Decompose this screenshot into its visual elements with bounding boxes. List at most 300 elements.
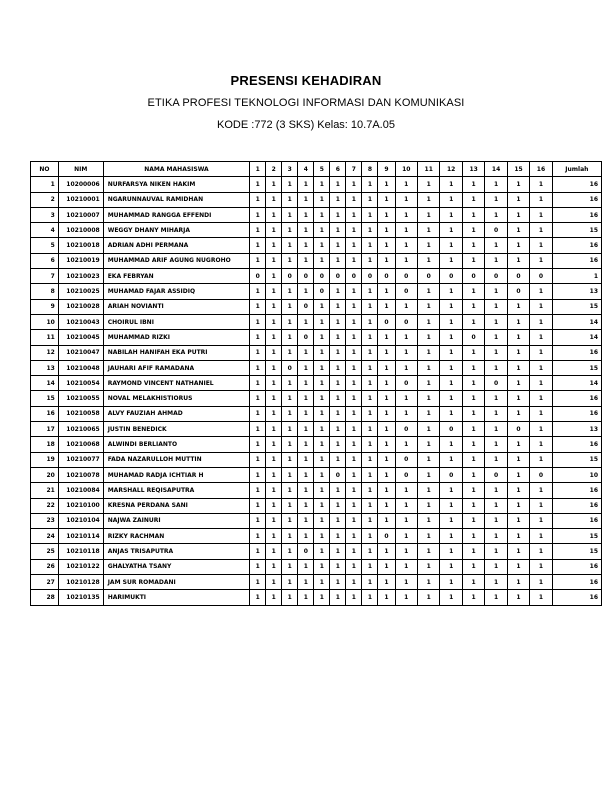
student-name: NURFARSYA NIKEN HAKIM	[103, 177, 249, 192]
attendance-cell: 1	[314, 299, 330, 314]
attendance-cell: 1	[250, 192, 266, 207]
table-row	[31, 223, 602, 238]
attendance-cell: 1	[462, 467, 484, 482]
attendance-cell: 1	[362, 360, 378, 375]
attendance-cell: 1	[330, 575, 346, 590]
attendance-cell: 1	[266, 544, 282, 559]
row-number: 13	[31, 360, 59, 375]
attendance-cell: 1	[314, 177, 330, 192]
student-nim: 10210055	[58, 391, 103, 406]
attendance-cell: 1	[395, 575, 417, 590]
attendance-total: 14	[552, 330, 601, 345]
student-name: RAYMOND VINCENT NATHANIEL	[103, 376, 249, 391]
attendance-cell: 1	[298, 483, 314, 498]
row-number: 1	[31, 177, 59, 192]
attendance-total: 16	[552, 177, 601, 192]
attendance-cell: 1	[330, 314, 346, 329]
attendance-cell: 1	[346, 253, 362, 268]
attendance-cell: 1	[346, 559, 362, 574]
student-name: JUSTIN BENEDICK	[103, 422, 249, 437]
attendance-cell: 1	[417, 238, 439, 253]
attendance-cell: 1	[266, 559, 282, 574]
attendance-cell: 1	[266, 406, 282, 421]
attendance-cell: 1	[507, 575, 529, 590]
table-row	[31, 391, 602, 406]
attendance-cell: 1	[346, 422, 362, 437]
attendance-cell: 1	[250, 513, 266, 528]
attendance-cell: 0	[314, 269, 330, 284]
attendance-cell: 1	[530, 498, 552, 513]
row-number: 27	[31, 575, 59, 590]
attendance-cell: 1	[378, 575, 395, 590]
attendance-cell: 1	[250, 483, 266, 498]
attendance-cell: 1	[395, 544, 417, 559]
attendance-cell: 1	[298, 360, 314, 375]
attendance-cell: 1	[362, 575, 378, 590]
attendance-cell: 1	[346, 406, 362, 421]
col-header-meeting-8: 8	[362, 162, 378, 177]
attendance-cell: 1	[440, 575, 462, 590]
attendance-cell: 1	[330, 406, 346, 421]
attendance-cell: 1	[417, 575, 439, 590]
attendance-cell: 1	[395, 513, 417, 528]
student-nim: 10210114	[58, 529, 103, 544]
row-number: 18	[31, 437, 59, 452]
attendance-cell: 0	[440, 467, 462, 482]
attendance-cell: 1	[440, 406, 462, 421]
attendance-cell: 1	[314, 544, 330, 559]
student-name: MUHAMMAD RIZKI	[103, 330, 249, 345]
table-row	[31, 575, 602, 590]
col-header-meeting-7: 7	[346, 162, 362, 177]
attendance-cell: 1	[440, 498, 462, 513]
attendance-cell: 1	[507, 299, 529, 314]
student-nim: 10210025	[58, 284, 103, 299]
table-row	[31, 253, 602, 268]
attendance-cell: 1	[507, 437, 529, 452]
attendance-cell: 1	[298, 253, 314, 268]
col-header-meeting-14: 14	[485, 162, 507, 177]
student-nim: 10210048	[58, 360, 103, 375]
attendance-cell: 1	[346, 345, 362, 360]
attendance-cell: 1	[266, 452, 282, 467]
attendance-cell: 1	[250, 299, 266, 314]
attendance-cell: 1	[282, 376, 298, 391]
student-name: NABILAH HANIFAH EKA PUTRI	[103, 345, 249, 360]
attendance-cell: 1	[250, 559, 266, 574]
attendance-cell: 0	[462, 330, 484, 345]
attendance-table	[30, 161, 602, 606]
table-row	[31, 437, 602, 452]
attendance-cell: 1	[330, 422, 346, 437]
course-name: ETIKA PROFESI TEKNOLOGI INFORMASI DAN KOMUNIKASI	[147, 97, 465, 109]
student-nim: 10200006	[58, 177, 103, 192]
attendance-cell: 1	[440, 452, 462, 467]
attendance-cell: 1	[250, 207, 266, 222]
attendance-cell: 1	[266, 437, 282, 452]
attendance-cell: 1	[346, 513, 362, 528]
attendance-total: 16	[552, 253, 601, 268]
table-row	[31, 345, 602, 360]
student-name: KRESNA PERDANA SANI	[103, 498, 249, 513]
student-name: NGARUNNAUVAL RAMIDHAN	[103, 192, 249, 207]
attendance-cell: 0	[395, 376, 417, 391]
attendance-cell: 1	[395, 498, 417, 513]
attendance-cell: 1	[530, 223, 552, 238]
attendance-cell: 1	[378, 192, 395, 207]
attendance-cell: 1	[346, 498, 362, 513]
attendance-cell: 1	[507, 207, 529, 222]
row-number: 14	[31, 376, 59, 391]
student-nim: 10210008	[58, 223, 103, 238]
attendance-cell: 1	[266, 467, 282, 482]
attendance-cell: 1	[362, 452, 378, 467]
attendance-cell: 1	[330, 284, 346, 299]
attendance-cell: 1	[530, 345, 552, 360]
student-nim: 10210078	[58, 467, 103, 482]
attendance-cell: 1	[530, 177, 552, 192]
attendance-cell: 1	[440, 345, 462, 360]
attendance-cell: 1	[378, 330, 395, 345]
student-nim: 10210122	[58, 559, 103, 574]
table-row	[31, 559, 602, 574]
student-name: ANJAS TRISAPUTRA	[103, 544, 249, 559]
attendance-cell: 1	[314, 314, 330, 329]
attendance-cell: 1	[314, 376, 330, 391]
attendance-cell: 1	[530, 330, 552, 345]
table-row	[31, 422, 602, 437]
attendance-cell: 1	[440, 238, 462, 253]
attendance-cell: 1	[530, 284, 552, 299]
attendance-cell: 1	[362, 253, 378, 268]
table-row	[31, 284, 602, 299]
row-number: 9	[31, 299, 59, 314]
attendance-cell: 1	[282, 513, 298, 528]
attendance-cell: 1	[282, 437, 298, 452]
attendance-cell: 0	[298, 269, 314, 284]
attendance-cell: 1	[507, 345, 529, 360]
attendance-cell: 1	[298, 177, 314, 192]
student-name: MUHAMMAD ARIF AGUNG NUGROHO	[103, 253, 249, 268]
attendance-cell: 1	[298, 422, 314, 437]
attendance-cell: 1	[250, 223, 266, 238]
attendance-cell: 1	[485, 330, 507, 345]
attendance-cell: 1	[440, 590, 462, 605]
student-name: CHOIRUL IBNI	[103, 314, 249, 329]
attendance-cell: 1	[314, 437, 330, 452]
attendance-total: 10	[552, 467, 601, 482]
attendance-cell: 1	[250, 314, 266, 329]
attendance-cell: 1	[346, 238, 362, 253]
attendance-cell: 1	[507, 253, 529, 268]
table-row	[31, 452, 602, 467]
attendance-cell: 1	[417, 590, 439, 605]
page-title: PRESENSI KEHADIRAN	[230, 73, 382, 88]
attendance-cell: 1	[395, 238, 417, 253]
student-nim: 10210100	[58, 498, 103, 513]
attendance-cell: 1	[314, 559, 330, 574]
attendance-cell: 1	[298, 223, 314, 238]
attendance-cell: 1	[266, 330, 282, 345]
attendance-cell: 1	[417, 177, 439, 192]
attendance-cell: 1	[298, 529, 314, 544]
attendance-cell: 1	[530, 406, 552, 421]
attendance-cell: 1	[395, 391, 417, 406]
table-row	[31, 207, 602, 222]
attendance-cell: 1	[330, 391, 346, 406]
attendance-cell: 1	[507, 483, 529, 498]
attendance-cell: 1	[507, 391, 529, 406]
attendance-cell: 1	[362, 314, 378, 329]
attendance-cell: 1	[440, 391, 462, 406]
attendance-cell: 1	[282, 529, 298, 544]
attendance-cell: 1	[298, 590, 314, 605]
attendance-cell: 1	[395, 330, 417, 345]
attendance-cell: 0	[485, 223, 507, 238]
attendance-cell: 1	[440, 207, 462, 222]
attendance-cell: 1	[462, 498, 484, 513]
attendance-cell: 1	[417, 360, 439, 375]
row-number: 10	[31, 314, 59, 329]
attendance-cell: 1	[462, 360, 484, 375]
attendance-cell: 0	[362, 269, 378, 284]
col-header-name: NAMA MAHASISWA	[103, 162, 249, 177]
attendance-cell: 1	[330, 498, 346, 513]
student-name: FADA NAZARULLOH MUTTIN	[103, 452, 249, 467]
attendance-cell: 1	[378, 207, 395, 222]
attendance-cell: 1	[330, 437, 346, 452]
student-nim: 10210023	[58, 269, 103, 284]
attendance-cell: 1	[417, 437, 439, 452]
col-header-total: Jumlah	[552, 162, 601, 177]
attendance-total: 1	[552, 269, 601, 284]
student-name: NOVAL MELAKHISTIORUS	[103, 391, 249, 406]
attendance-cell: 0	[378, 314, 395, 329]
attendance-cell: 1	[530, 238, 552, 253]
attendance-cell: 1	[530, 314, 552, 329]
attendance-cell: 1	[250, 376, 266, 391]
attendance-cell: 1	[485, 192, 507, 207]
attendance-cell: 1	[314, 223, 330, 238]
student-nim: 10210135	[58, 590, 103, 605]
attendance-cell: 1	[378, 376, 395, 391]
attendance-cell: 1	[507, 177, 529, 192]
table-row	[31, 177, 602, 192]
attendance-cell: 1	[530, 483, 552, 498]
attendance-cell: 1	[330, 345, 346, 360]
student-nim: 10210043	[58, 314, 103, 329]
attendance-cell: 1	[282, 207, 298, 222]
attendance-cell: 1	[417, 422, 439, 437]
attendance-cell: 1	[395, 437, 417, 452]
attendance-total: 16	[552, 483, 601, 498]
row-number: 28	[31, 590, 59, 605]
attendance-cell: 1	[395, 559, 417, 574]
attendance-cell: 1	[282, 575, 298, 590]
attendance-cell: 0	[485, 269, 507, 284]
attendance-cell: 1	[462, 253, 484, 268]
attendance-cell: 1	[417, 406, 439, 421]
attendance-cell: 1	[530, 360, 552, 375]
row-number: 26	[31, 559, 59, 574]
attendance-cell: 1	[395, 590, 417, 605]
attendance-cell: 1	[378, 544, 395, 559]
student-name: WEGGY DHANY MIHARJA	[103, 223, 249, 238]
attendance-cell: 1	[485, 314, 507, 329]
student-nim: 10210128	[58, 575, 103, 590]
attendance-cell: 0	[346, 269, 362, 284]
attendance-cell: 1	[330, 529, 346, 544]
col-header-no: NO	[31, 162, 59, 177]
attendance-cell: 1	[266, 314, 282, 329]
col-header-meeting-9: 9	[378, 162, 395, 177]
attendance-cell: 1	[298, 575, 314, 590]
attendance-cell: 1	[417, 314, 439, 329]
col-header-meeting-4: 4	[298, 162, 314, 177]
attendance-cell: 1	[417, 299, 439, 314]
student-name: EKA FEBRYAN	[103, 269, 249, 284]
attendance-cell: 1	[417, 452, 439, 467]
attendance-cell: 0	[440, 269, 462, 284]
attendance-cell: 1	[314, 360, 330, 375]
attendance-cell: 1	[378, 253, 395, 268]
attendance-cell: 1	[266, 513, 282, 528]
attendance-cell: 1	[485, 498, 507, 513]
table-row	[31, 498, 602, 513]
attendance-cell: 1	[282, 590, 298, 605]
attendance-cell: 0	[282, 360, 298, 375]
attendance-cell: 1	[507, 498, 529, 513]
attendance-cell: 1	[462, 544, 484, 559]
attendance-cell: 1	[440, 544, 462, 559]
col-header-meeting-11: 11	[417, 162, 439, 177]
attendance-cell: 1	[346, 467, 362, 482]
attendance-cell: 1	[282, 483, 298, 498]
attendance-cell: 1	[346, 223, 362, 238]
attendance-cell: 0	[485, 376, 507, 391]
attendance-cell: 1	[250, 284, 266, 299]
attendance-cell: 1	[314, 345, 330, 360]
student-nim: 10210028	[58, 299, 103, 314]
attendance-cell: 1	[298, 314, 314, 329]
attendance-cell: 1	[314, 513, 330, 528]
attendance-cell: 1	[250, 391, 266, 406]
attendance-cell: 1	[417, 223, 439, 238]
attendance-cell: 1	[395, 406, 417, 421]
row-number: 20	[31, 467, 59, 482]
attendance-cell: 1	[530, 207, 552, 222]
attendance-cell: 1	[378, 223, 395, 238]
attendance-cell: 1	[485, 483, 507, 498]
row-number: 19	[31, 452, 59, 467]
attendance-cell: 1	[530, 544, 552, 559]
attendance-cell: 1	[485, 253, 507, 268]
attendance-cell: 1	[362, 422, 378, 437]
student-nim: 10210045	[58, 330, 103, 345]
attendance-cell: 1	[282, 391, 298, 406]
attendance-cell: 1	[440, 483, 462, 498]
attendance-cell: 1	[462, 207, 484, 222]
attendance-cell: 1	[298, 238, 314, 253]
attendance-total: 13	[552, 422, 601, 437]
col-header-meeting-15: 15	[507, 162, 529, 177]
attendance-cell: 1	[250, 452, 266, 467]
attendance-cell: 1	[314, 483, 330, 498]
table-header-row	[31, 162, 602, 177]
attendance-cell: 1	[282, 223, 298, 238]
attendance-cell: 1	[362, 299, 378, 314]
attendance-cell: 1	[282, 177, 298, 192]
attendance-cell: 1	[266, 223, 282, 238]
attendance-cell: 1	[485, 345, 507, 360]
attendance-cell: 1	[378, 422, 395, 437]
attendance-cell: 1	[314, 253, 330, 268]
student-name: ARIAH NOVIANTI	[103, 299, 249, 314]
attendance-cell: 1	[530, 529, 552, 544]
attendance-cell: 1	[462, 483, 484, 498]
attendance-cell: 1	[346, 529, 362, 544]
attendance-cell: 1	[362, 437, 378, 452]
attendance-cell: 1	[266, 269, 282, 284]
attendance-cell: 0	[507, 269, 529, 284]
attendance-cell: 1	[462, 238, 484, 253]
attendance-cell: 1	[282, 498, 298, 513]
attendance-cell: 1	[417, 207, 439, 222]
attendance-cell: 1	[440, 314, 462, 329]
attendance-cell: 1	[530, 437, 552, 452]
attendance-cell: 1	[530, 422, 552, 437]
attendance-cell: 1	[378, 483, 395, 498]
attendance-cell: 1	[395, 529, 417, 544]
table-row	[31, 360, 602, 375]
attendance-cell: 1	[417, 345, 439, 360]
row-number: 16	[31, 406, 59, 421]
attendance-cell: 1	[266, 575, 282, 590]
attendance-cell: 1	[440, 529, 462, 544]
attendance-cell: 1	[362, 498, 378, 513]
attendance-cell: 1	[395, 192, 417, 207]
attendance-cell: 1	[417, 330, 439, 345]
row-number: 8	[31, 284, 59, 299]
attendance-cell: 1	[298, 498, 314, 513]
attendance-cell: 1	[298, 391, 314, 406]
row-number: 6	[31, 253, 59, 268]
attendance-cell: 1	[314, 391, 330, 406]
student-name: MARSHALL REQISAPUTRA	[103, 483, 249, 498]
attendance-cell: 1	[282, 253, 298, 268]
student-name: ALWINDI BERLIANTO	[103, 437, 249, 452]
attendance-cell: 1	[395, 253, 417, 268]
attendance-cell: 1	[266, 483, 282, 498]
attendance-cell: 0	[314, 284, 330, 299]
attendance-cell: 1	[362, 177, 378, 192]
attendance-cell: 0	[250, 269, 266, 284]
attendance-cell: 0	[417, 269, 439, 284]
attendance-total: 16	[552, 575, 601, 590]
attendance-cell: 1	[314, 207, 330, 222]
attendance-cell: 1	[378, 177, 395, 192]
attendance-cell: 1	[462, 590, 484, 605]
attendance-cell: 1	[485, 299, 507, 314]
table-row	[31, 590, 602, 605]
attendance-cell: 1	[314, 330, 330, 345]
attendance-cell: 1	[330, 299, 346, 314]
table-row	[31, 330, 602, 345]
attendance-total: 13	[552, 284, 601, 299]
attendance-cell: 0	[395, 422, 417, 437]
attendance-cell: 1	[266, 284, 282, 299]
attendance-cell: 1	[530, 192, 552, 207]
